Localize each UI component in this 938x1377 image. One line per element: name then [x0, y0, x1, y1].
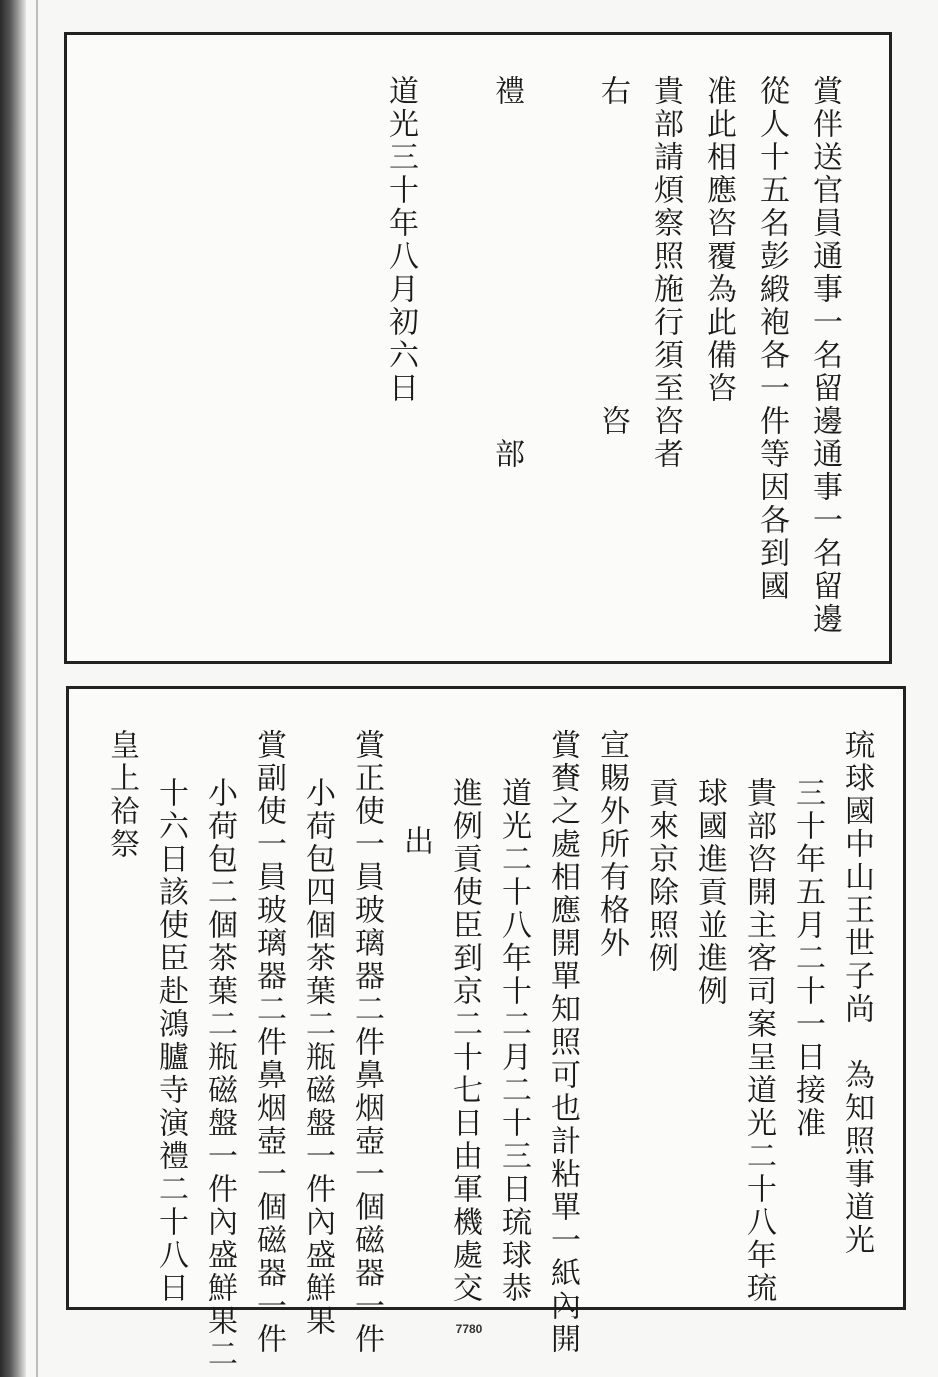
text-column: 貴部咨開主客司案呈道光二十八年琉: [741, 777, 776, 1305]
text-column: 從人十五名彭緞袍各一件等因各到國: [754, 75, 789, 603]
text-column: 宣賜外所有格外: [594, 729, 629, 960]
text-column: 進例貢使臣到京二十七日由軍機處交: [447, 777, 482, 1305]
text-column: 出: [398, 825, 433, 858]
text-column: 准此相應咨覆為此備咨: [701, 75, 736, 405]
text-column: [531, 75, 584, 701]
text-column: 十六日該使臣赴鴻臚寺演禮二十八日: [153, 777, 188, 1305]
text-column: 貢來京除照例: [643, 777, 678, 975]
text-column: 賞賚之處相應開單知照可也計粘單一紙內開: [545, 729, 580, 1356]
text-column: 小荷包二個茶葉二瓶磁盤一件內盛鮮果二: [202, 777, 237, 1371]
text-column: 貴部請煩察照施行須至咨者: [648, 75, 683, 471]
page-number: 7780: [455, 1322, 483, 1336]
text-column: 小荷包四個茶葉二瓶磁盤一件內盛鮮果: [300, 777, 335, 1338]
text-column: 賞正使一員玻璃器二件鼻烟壺一個磁器一件: [349, 729, 384, 1356]
text-column: 琉球國中山王世子尚 為知照事道光: [839, 729, 874, 1257]
text-column: 禮 部: [489, 75, 524, 471]
text-column: 道光三十年八月初六日: [383, 75, 418, 405]
text-column: 球國進貢並進例: [692, 777, 727, 1008]
book-binding-shadow: [0, 0, 26, 1377]
text-column: [425, 75, 478, 701]
text-columns-top: [372, 35, 889, 701]
text-column: 道光二十八年十二月二十三日琉球恭: [496, 777, 531, 1305]
text-column: 右 咨: [595, 75, 630, 438]
document-panel-top: [64, 32, 892, 664]
text-column: 三十年五月二十一日接准: [790, 777, 825, 1140]
gutter-line: [36, 0, 38, 1377]
text-column: 皇上祫祭: [104, 729, 139, 861]
text-column: 賞伴送官員通事一名留邊通事一名留邊: [807, 75, 842, 636]
text-columns-bottom: [97, 689, 903, 1371]
text-column: 賞副使一員玻璃器二件鼻烟壺一個磁器一件: [251, 729, 286, 1356]
